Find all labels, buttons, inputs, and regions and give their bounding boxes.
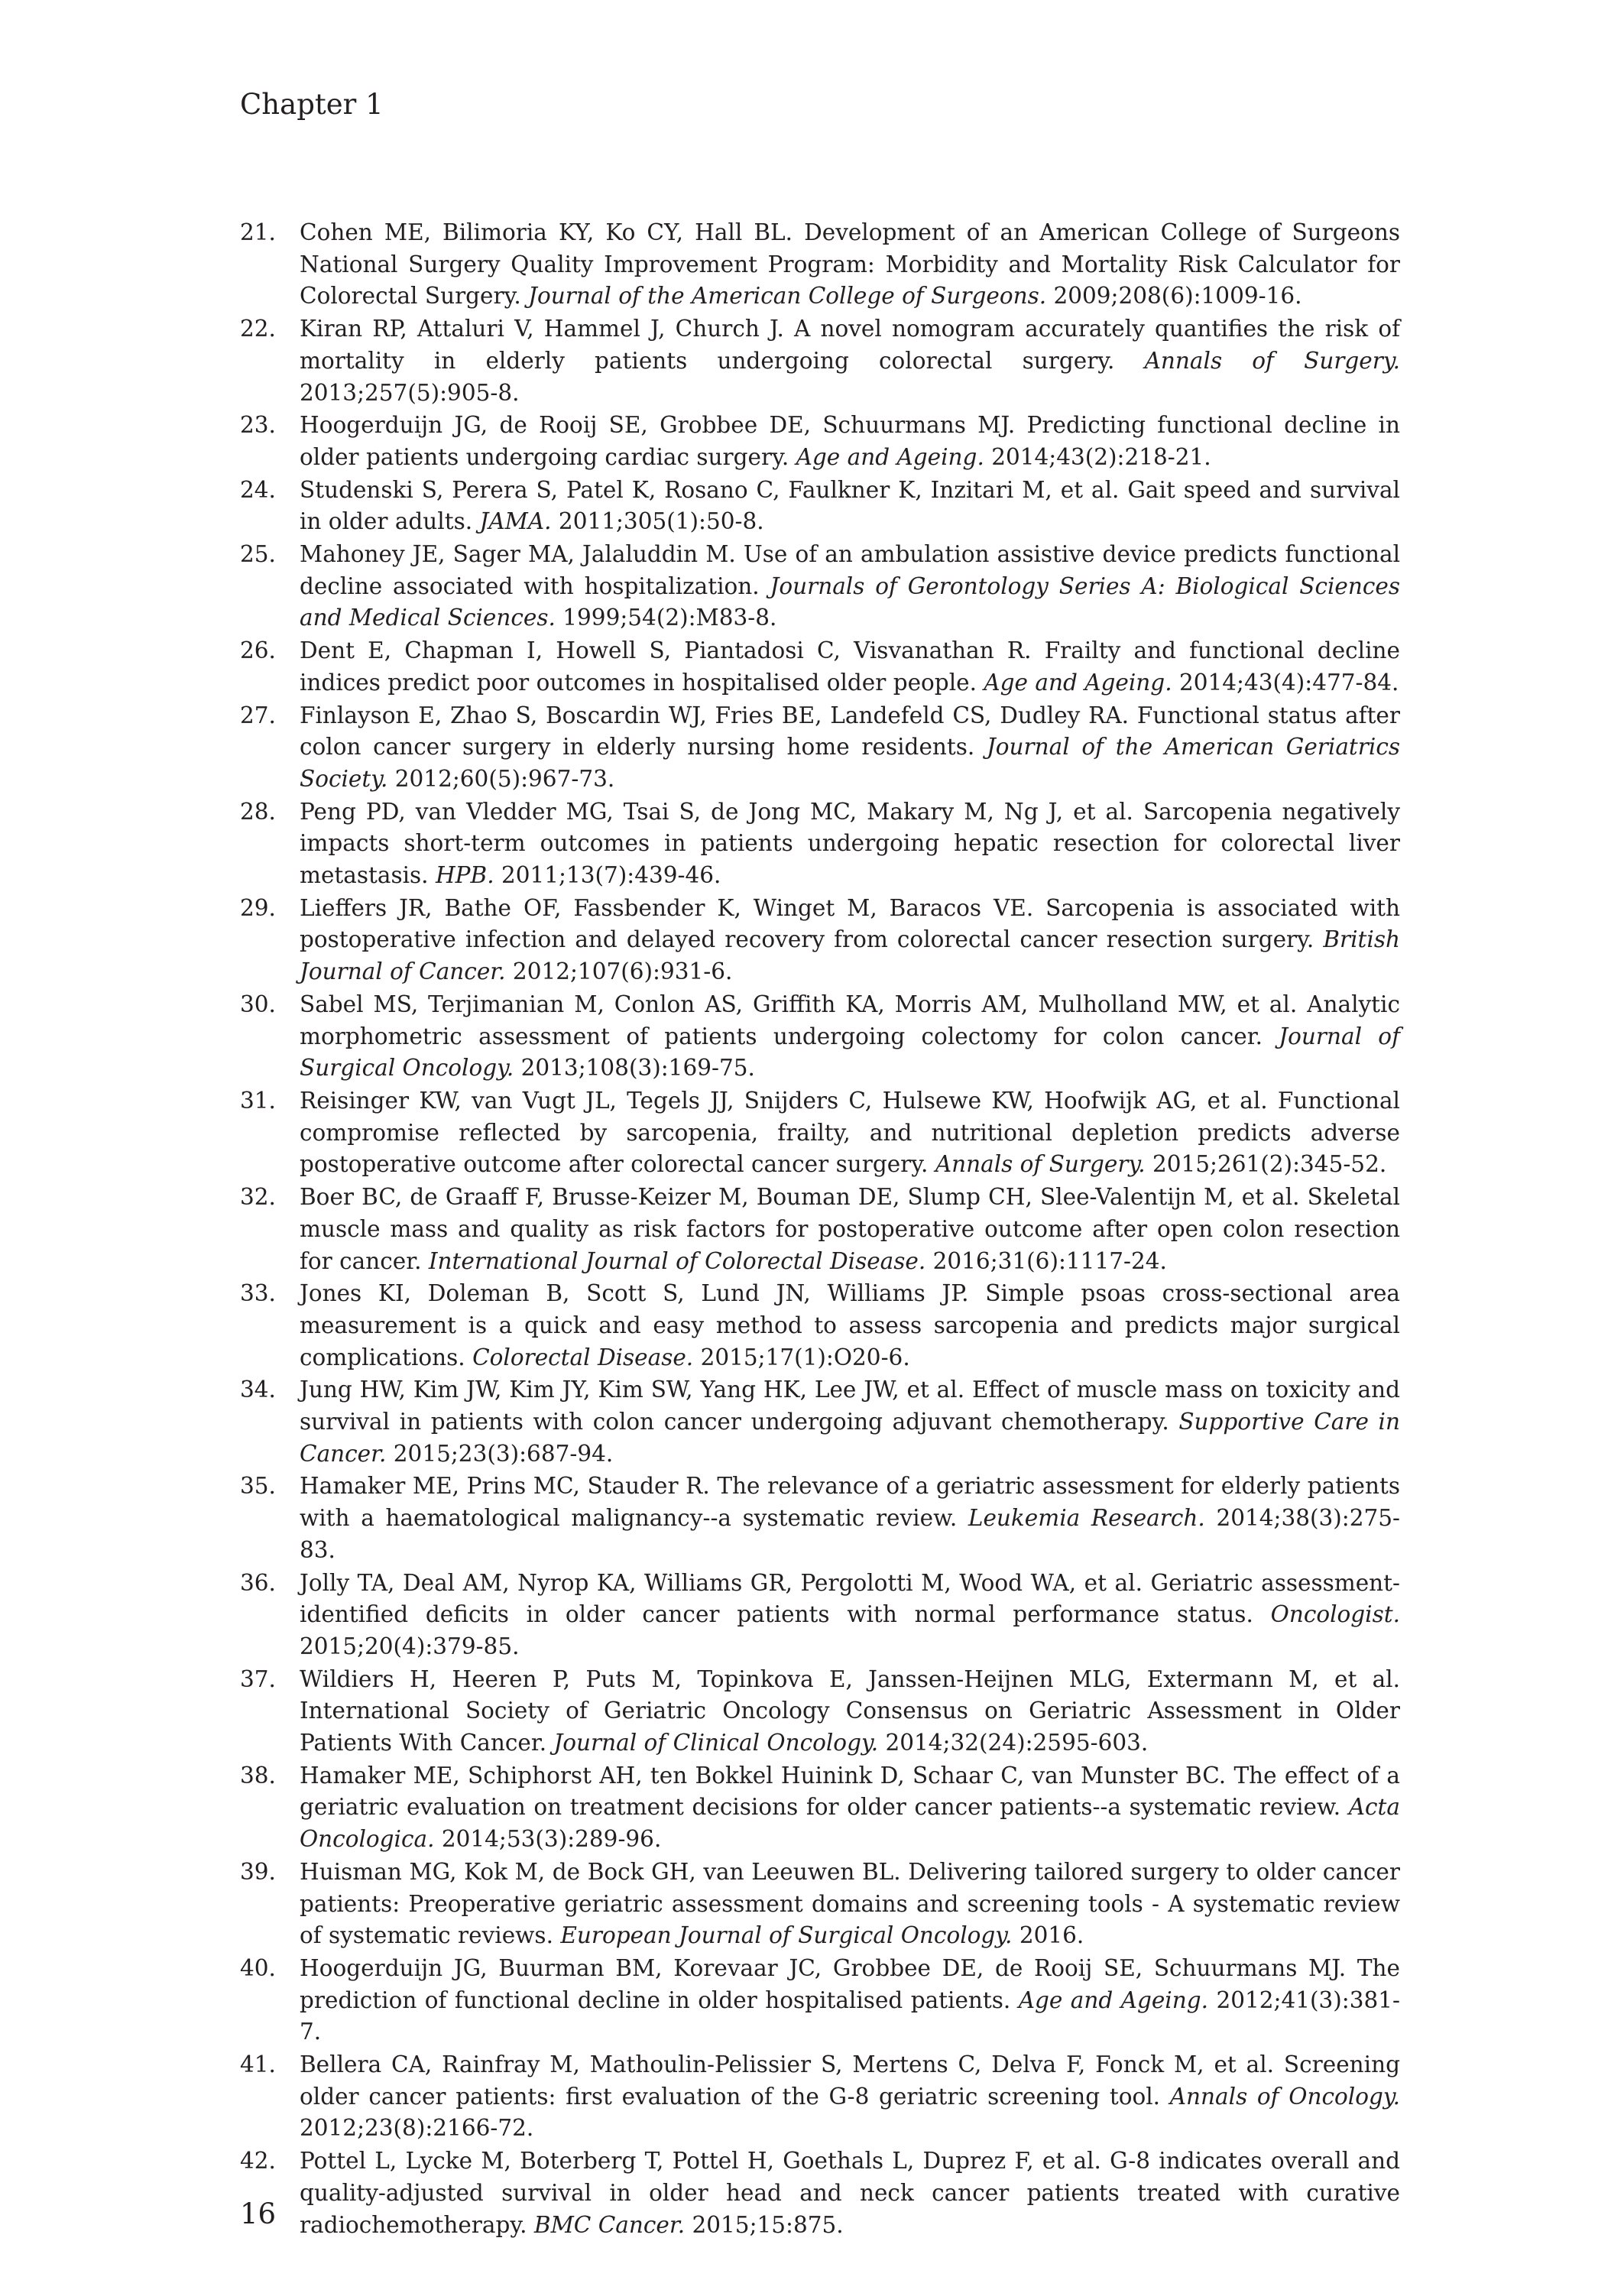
reference-journal: Age and Ageing. [984, 669, 1172, 696]
reference-journal: Journal of the American College of Surgeons. [528, 283, 1047, 310]
reference-number: 25. [240, 541, 276, 568]
reference-citation: Kiran RP, Attaluri V, Hammel J, Church J. A novel nomogram accurately quantifies the risk of mortality in elderly patients undergoing colorectal surgery. [300, 316, 1400, 374]
reference-number: 29. [240, 894, 276, 921]
reference-number: 23. [240, 412, 276, 439]
reference-journal: Journals of Gerontology Series A: Biological Sciences and Medical Sciences. [300, 572, 1400, 631]
reference-citation: Hamaker ME, Schiphorst AH, ten Bokkel Huinink D, Schaar C, van Munster BC. The effect of a geriatric evaluation on treatment decisions for older cancer patients--a systematic review. [300, 1762, 1400, 1821]
reference-number: 40. [240, 1954, 276, 1981]
reference-details: 2014;43(2):218-21. [991, 443, 1211, 470]
reference-number: 41. [240, 2051, 276, 2078]
reference-journal: Age and Ageing. [796, 443, 984, 470]
reference-item [240, 1953, 1400, 2048]
reference-citation: Mahoney JE, Sager MA, Jalaluddin M. Use of an ambulation assistive device predicts functional decline associated with hospitalization. [300, 541, 1400, 599]
reference-journal: Acta Oncologica. [300, 1794, 1400, 1853]
reference-item [240, 1182, 1400, 1277]
reference-details: 2013;257(5):905-8. [300, 379, 520, 406]
reference-journal: British Journal of Cancer. [300, 926, 1400, 985]
reference-citation: Jones KI, Doleman B, Scott S, Lund JN, Williams JP. Simple psoas cross-sectional area measurement is a quick and easy method to assess sarcopenia and predicts major surgical complications. [300, 1280, 1400, 1370]
reference-details: 2015;20(4):379-85. [300, 1633, 520, 1659]
reference-number: 24. [240, 476, 276, 503]
reference-citation: Hoogerduijn JG, de Rooij SE, Grobbee DE, Schuurmans MJ. Predicting functional decline in older patients undergoing cardiac surgery. [300, 412, 1400, 470]
reference-number: 28. [240, 798, 276, 825]
reference-item [240, 410, 1400, 473]
reference-number: 34. [240, 1377, 276, 1403]
reference-details: 1999;54(2):M83-8. [562, 605, 777, 631]
reference-journal: Annals of Surgery. [935, 1151, 1146, 1178]
reference-number: 21. [240, 219, 276, 245]
reference-citation: Sabel MS, Terjimanian M, Conlon AS, Griffith KA, Morris AM, Mulholland MW, et al. Analytic morphometric assessment of patients undergoing colectomy for colon cancer. [300, 991, 1400, 1049]
reference-item [240, 1568, 1400, 1663]
reference-item [240, 2049, 1400, 2145]
reference-number: 42. [240, 2148, 276, 2175]
reference-item [240, 1760, 1400, 1856]
reference-details: 2014;38(3):275-83. [300, 1505, 1401, 1563]
running-head: Chapter 1 [240, 88, 384, 121]
reference-journal: Age and Ageing. [1018, 1987, 1209, 2013]
page-number: 16 [240, 2197, 277, 2230]
reference-citation: Wildiers H, Heeren P, Puts M, Topinkova E, Janssen-Heijnen MLG, Extermann M, et al. International Society of Geriatric Oncology Consensus on Geriatric Assessment in Older Patients With Cancer. [300, 1665, 1400, 1756]
reference-details: 2016;31(6):1117-24. [932, 1247, 1167, 1274]
reference-number: 31. [240, 1087, 276, 1114]
reference-details: 2013;108(3):169-75. [520, 1055, 755, 1082]
reference-number: 38. [240, 1762, 276, 1789]
reference-details: 2015;17(1):O20-6. [700, 1344, 910, 1370]
reference-citation: Lieffers JR, Bathe OF, Fassbender K, Winget M, Baracos VE. Sarcopenia is associated with postoperative infection and delayed recovery from colorectal cancer resection surgery. [300, 894, 1400, 953]
reference-journal: Annals of Oncology. [1169, 2083, 1400, 2110]
reference-item [240, 1857, 1400, 1952]
reference-details: 2015;261(2):345-52. [1152, 1151, 1387, 1178]
reference-journal: BMC Cancer. [533, 2211, 686, 2238]
reference-citation: Bellera CA, Rainfray M, Mathoulin-Pelissier S, Mertens C, Delva F, Fonck M, et al. Screening older cancer patients: first evaluation of the G-8 geriatric screening tool. [300, 2051, 1400, 2110]
reference-number: 22. [240, 316, 276, 342]
reference-details: 2012;60(5):967-73. [394, 765, 615, 792]
reference-number: 26. [240, 637, 276, 664]
reference-journal: Colorectal Disease. [472, 1344, 694, 1370]
reference-number: 30. [240, 991, 276, 1017]
reference-item [240, 217, 1400, 313]
reference-item [240, 635, 1400, 699]
reference-item [240, 1374, 1400, 1470]
reference-details: 2011;305(1):50-8. [558, 508, 764, 535]
reference-journal: Oncologist. [1270, 1601, 1400, 1628]
reference-item [240, 539, 1400, 634]
reference-item [240, 1664, 1400, 1759]
reference-journal: Journal of Surgical Oncology. [300, 1023, 1400, 1082]
reference-details: 2016. [1019, 1922, 1084, 1949]
reference-item [240, 475, 1400, 538]
reference-journal: European Journal of Surgical Oncology. [560, 1922, 1013, 1949]
reference-citation: Huisman MG, Kok M, de Bock GH, van Leeuwen BL. Delivering tailored surgery to older cancer patients: Preoperative geriatric assessment domains and screening tools - A systematic review of systematic reviews. [300, 1858, 1400, 1949]
reference-details: 2014;43(4):477-84. [1178, 669, 1399, 696]
reference-details: 2009;208(6):1009-16. [1053, 283, 1302, 310]
reference-citation: Pottel L, Lycke M, Boterberg T, Pottel H, Goethals L, Duprez F, et al. G-8 indicates overall and quality-adjusted survival in older head and neck cancer patients treated with curative radiochemotherapy. [300, 2148, 1400, 2238]
reference-item [240, 1471, 1400, 1566]
reference-details: 2011;13(7):439-46. [501, 862, 721, 889]
reference-journal: Annals of Surgery. [1144, 347, 1400, 374]
reference-citation: Peng PD, van Vledder MG, Tsai S, de Jong MC, Makary M, Ng J, et al. Sarcopenia negatively impacts short-term outcomes in patients undergoing hepatic resection for colorectal liver metastasis. [300, 798, 1400, 889]
reference-number: 37. [240, 1665, 276, 1692]
reference-item [240, 1085, 1400, 1181]
reference-citation: Dent E, Chapman I, Howell S, Piantadosi C, Visvanathan R. Frailty and functional decline indices predict poor outcomes in hospitalised older people. [300, 637, 1400, 696]
reference-item [240, 700, 1400, 796]
reference-details: 2012;107(6):931-6. [512, 958, 733, 985]
reference-journal: Journal of Clinical Oncology. [553, 1730, 879, 1756]
reference-journal: Leukemia Research. [968, 1505, 1205, 1532]
reference-citation: Finlayson E, Zhao S, Boscardin WJ, Fries BE, Landefeld CS, Dudley RA. Functional status after colon cancer surgery in elderly nursing home residents. [300, 702, 1400, 761]
reference-item [240, 1278, 1400, 1374]
reference-details: 2015;23(3):687-94. [393, 1440, 614, 1467]
reference-item [240, 796, 1400, 892]
reference-citation: Jung HW, Kim JW, Kim JY, Kim SW, Yang HK, Lee JW, et al. Effect of muscle mass on toxicity and survival in patients with colon cancer undergoing adjuvant chemotherapy. [300, 1377, 1400, 1435]
reference-number: 35. [240, 1473, 276, 1500]
reference-citation: Cohen ME, Bilimoria KY, Ko CY, Hall BL. Development of an American College of Surgeons National Surgery Quality Improvement Program: Morbidity and Mortality Risk Calculator for Colorectal Surgery. [300, 219, 1400, 310]
reference-item [240, 313, 1400, 409]
reference-list [240, 217, 1400, 2241]
reference-citation: Jolly TA, Deal AM, Nyrop KA, Williams GR, Pergolotti M, Wood WA, et al. Geriatric assessment-identified deficits in older cancer patients with normal performance status. [300, 1569, 1400, 1628]
reference-details: 2012;41(3):381-7. [300, 1987, 1400, 2045]
reference-details: 2015;15:875. [692, 2211, 844, 2238]
reference-number: 36. [240, 1569, 276, 1596]
reference-number: 39. [240, 1858, 276, 1885]
reference-citation: Hoogerduijn JG, Buurman BM, Korevaar JC, Grobbee DE, de Rooij SE, Schuurmans MJ. The prediction of functional decline in older hospitalised patients. [300, 1954, 1400, 2013]
reference-details: 2014;53(3):289-96. [441, 1826, 662, 1853]
reference-journal: Supportive Care in Cancer. [300, 1409, 1400, 1467]
reference-number: 27. [240, 702, 276, 728]
reference-journal: HPB. [435, 862, 494, 889]
reference-journal: Journal of the American Geriatrics Society. [300, 734, 1400, 792]
reference-item [240, 893, 1400, 988]
reference-details: 2012;23(8):2166-72. [300, 2115, 534, 2142]
reference-journal: International Journal of Colorectal Disease. [428, 1247, 926, 1274]
reference-item [240, 989, 1400, 1085]
reference-citation: Reisinger KW, van Vugt JL, Tegels JJ, Snijders C, Hulsewe KW, Hoofwijk AG, et al. Functional compromise reflected by sarcopenia, frailty, and nutritional depletion predicts adverse postoperative outcome after colorectal cancer surgery. [300, 1087, 1400, 1178]
reference-journal: JAMA. [479, 508, 552, 535]
reference-number: 32. [240, 1184, 276, 1211]
reference-item [240, 2145, 1400, 2241]
reference-number: 33. [240, 1280, 276, 1307]
reference-citation: Studenski S, Perera S, Patel K, Rosano C, Faulkner K, Inzitari M, et al. Gait speed and survival in older adults. [300, 476, 1400, 535]
reference-citation: Boer BC, de Graaff F, Brusse-Keizer M, Bouman DE, Slump CH, Slee-Valentijn M, et al. Skeletal muscle mass and quality as risk factors for postoperative outcome after open colon resection for cancer. [300, 1184, 1400, 1274]
reference-citation: Hamaker ME, Prins MC, Stauder R. The relevance of a geriatric assessment for elderly patients with a haematological malignancy--a systematic review. [300, 1473, 1400, 1532]
reference-details: 2014;32(24):2595-603. [885, 1730, 1149, 1756]
